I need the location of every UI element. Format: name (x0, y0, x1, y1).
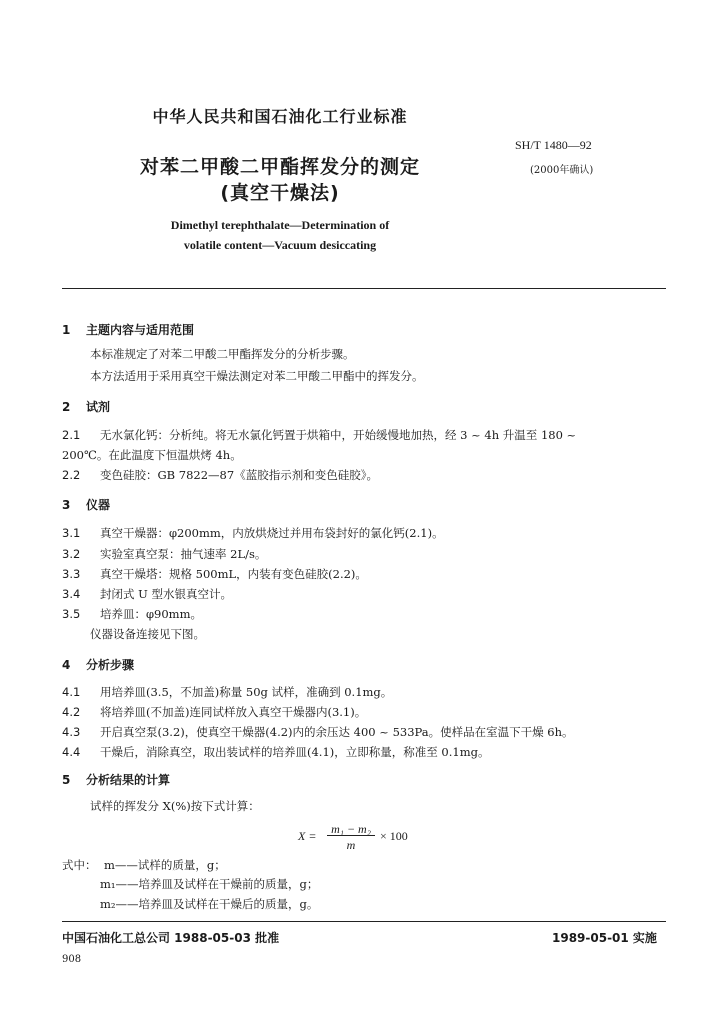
list-item (62, 684, 392, 700)
section-number: 2 (62, 400, 71, 414)
item-text: 无水氯化钙：分析纯。将无水氯化钙置于烘箱中，开始缓慢地加热，经 3 ~ 4h 升温至 180 ~ (100, 428, 577, 442)
item-number: 3.2 (62, 547, 81, 561)
item-text: 真空干燥塔：规格 500mL，内装有变色硅胶(2.2)。 (100, 567, 367, 581)
where-label: 式中： (62, 858, 97, 872)
list-item (62, 606, 202, 622)
item-text: 真空干燥器：φ200mm，内放烘烧过并用布袋封好的氯化钙(2.1)。 (100, 526, 444, 540)
variable-definition: m₂——培养皿及试样在干燥后的质量，g。 (100, 897, 319, 911)
item-text: 将培养皿(不加盖)连同试样放入真空干燥器内(3.1)。 (100, 705, 367, 719)
list-item (62, 566, 367, 582)
section-number: 3 (62, 498, 71, 512)
title-zh-line2: (真空干燥法) (220, 182, 340, 204)
section-3-heading (62, 496, 110, 513)
item-text: 开启真空泵(3.2)，使真空干燥器(4.2)内的余压达 400 ~ 533Pa。使样品在室温下干燥 6h。 (100, 725, 574, 739)
list-item (62, 724, 573, 740)
item-continuation: 200℃。在此温度下恒温烘烤 4h。 (62, 448, 242, 462)
standard-category: 中华人民共和国石油化工行业标准 (152, 107, 408, 126)
item-text: 变色硅胶：GB 7822—87《蓝胶指示剂和变色硅胶》。 (100, 468, 378, 482)
section-title: 分析步骤 (86, 658, 135, 672)
approval-note: 中国石油化工总公司 1988-05-03 批准 (62, 931, 280, 945)
item-text: 封闭式 U 型水银真空计。 (100, 587, 233, 601)
header-divider (62, 288, 666, 289)
standard-number: SH/T 1480—92 (515, 138, 592, 152)
formula-lhs: X = (298, 829, 317, 843)
item-number: 4.3 (62, 725, 81, 739)
confirmation-year: (2000年确认) (530, 165, 594, 176)
paragraph: 本方法适用于采用真空干燥法测定对苯二甲酸二甲酯中的挥发分。 (90, 369, 424, 383)
list-item (62, 427, 576, 443)
title-en-line2: volatile content—Vacuum desiccating (183, 238, 377, 252)
fraction-bar (327, 835, 375, 836)
list-item (62, 586, 232, 602)
list-item (62, 744, 489, 760)
formula-multiplier: × 100 (380, 829, 408, 843)
item-number: 3.4 (62, 587, 81, 601)
item-text: 培养皿：φ90mm。 (100, 607, 202, 621)
section-1-heading (62, 321, 194, 338)
section-title: 试剂 (86, 400, 111, 414)
item-number: 4.4 (62, 745, 81, 759)
footer-divider (62, 921, 666, 922)
title-en-line1: Dimethyl terephthalate—Determination of (170, 218, 390, 232)
section-title: 分析结果的计算 (86, 773, 171, 787)
list-item (62, 546, 266, 562)
implementation-date: 1989-05-01 实施 (552, 931, 657, 945)
section-title: 主题内容与适用范围 (86, 323, 195, 337)
item-text: 实验室真空泵：抽气速率 2L/s。 (100, 547, 267, 561)
item-text: 干燥后，消除真空，取出装试样的培养皿(4.1)，立即称量，称准至 0.1mg。 (100, 745, 490, 759)
section-number: 4 (62, 658, 71, 672)
item-number: 2.1 (62, 428, 81, 442)
paragraph: 本标准规定了对苯二甲酸二甲酯挥发分的分析步骤。 (90, 347, 355, 361)
item-number: 3.5 (62, 607, 81, 621)
section-number: 1 (62, 323, 71, 337)
section-number: 5 (62, 773, 71, 787)
variable-definition: m——试样的质量，g； (104, 858, 226, 872)
item-number: 4.2 (62, 705, 81, 719)
list-item (62, 704, 366, 720)
section-title: 仪器 (86, 498, 111, 512)
item-number: 2.2 (62, 468, 81, 482)
page-number: 908 (62, 954, 82, 965)
variable-definition: m₁——培养皿及试样在干燥前的质量，g； (100, 877, 319, 891)
item-text: 用培养皿(3.5，不加盖)称量 50g 试样，准确到 0.1mg。 (100, 685, 393, 699)
section-4-heading (62, 656, 134, 673)
item-number: 4.1 (62, 685, 81, 699)
formula-denominator: m (346, 838, 356, 852)
title-zh-line1: 对苯二甲酸二甲酯挥发分的测定 (139, 156, 420, 178)
section-5-heading (62, 771, 170, 788)
item-number: 3.1 (62, 526, 81, 540)
section-2-heading (62, 398, 110, 415)
formula-numerator: m₁ − m₂ (331, 822, 371, 836)
paragraph: 仪器设备连接见下图。 (90, 627, 205, 641)
paragraph: 试样的挥发分 X(%)按下式计算： (90, 799, 260, 813)
list-item (62, 525, 444, 541)
list-item (62, 467, 378, 483)
item-number: 3.3 (62, 567, 81, 581)
